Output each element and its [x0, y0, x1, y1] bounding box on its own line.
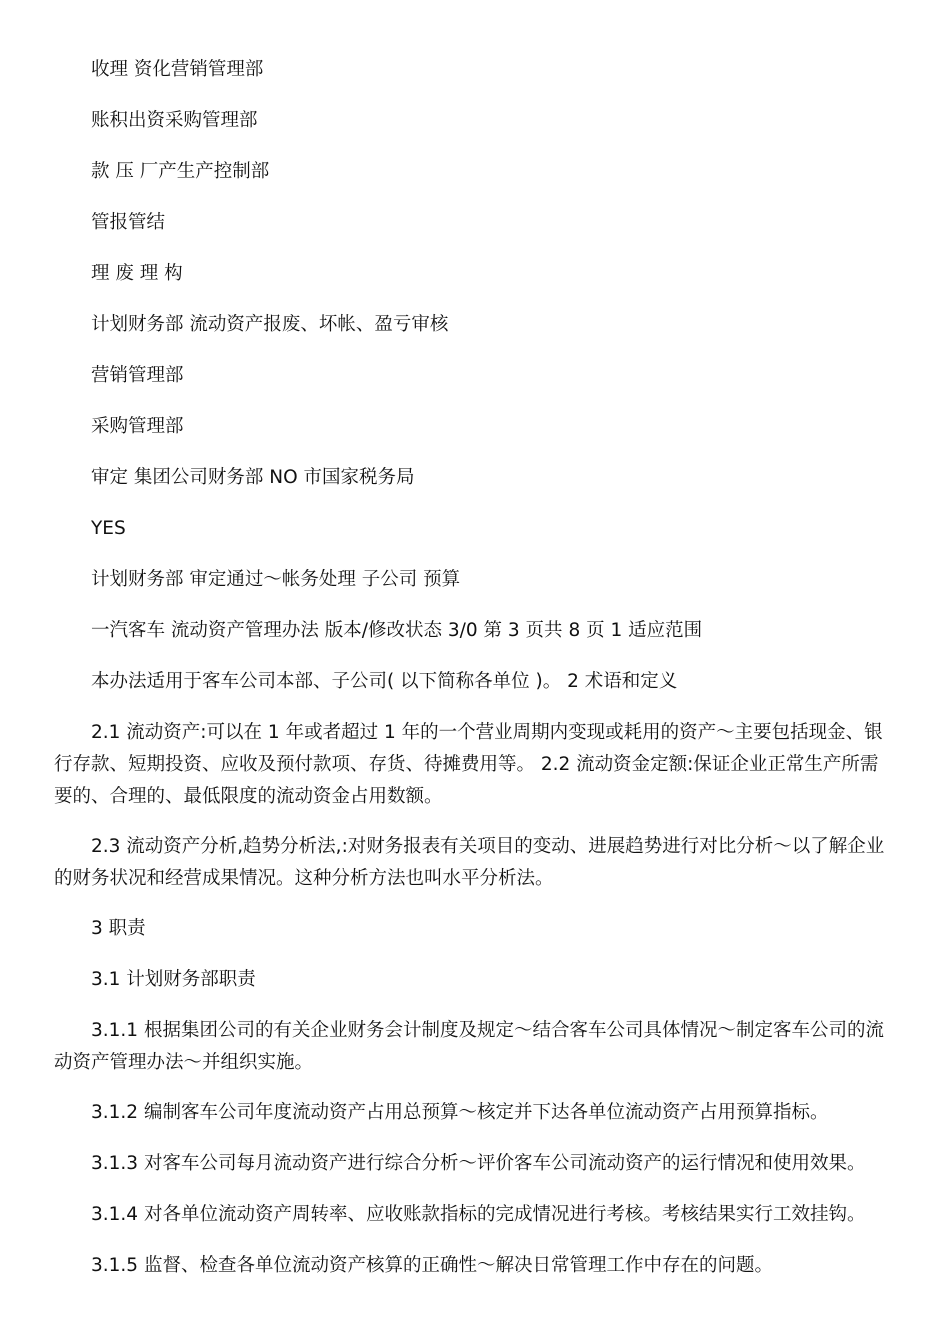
- flowchart-text-line: 审定 集团公司财务部 NO 市国家税务局: [91, 467, 415, 488]
- flowchart-text-line: 理 废 理 构: [91, 263, 183, 284]
- subsection-heading: 3.1 计划财务部职责: [91, 969, 256, 990]
- duty-paragraph: 3.1.5 监督、检查各单位流动资产核算的正确性～解决日常管理工作中存在的问题。: [91, 1255, 773, 1276]
- duty-paragraph: 3.1.4 对各单位流动资产周转率、应收账款指标的完成情况进行考核。考核结果实行工效挂钩。: [91, 1204, 866, 1225]
- flowchart-text-line: 营销管理部: [91, 365, 184, 386]
- definition-paragraph: 2.3 流动资产分析,趋势分析法,:对财务报表有关项目的变动、进展趋势进行对比分析～以了解企业的财务状况和经营成果情况。这种分析方法也叫水平分析法。: [54, 836, 885, 889]
- flowchart-text-line: YES: [91, 518, 126, 539]
- flowchart-text-line: 采购管理部: [91, 416, 184, 437]
- duty-paragraph: 3.1.2 编制客车公司年度流动资产占用总预算～核定并下达各单位流动资产占用预算指标。: [91, 1102, 829, 1123]
- flowchart-text-line: 收理 资化营销管理部: [91, 59, 264, 80]
- document-header-line: 一汽客车 流动资产管理办法 版本/修改状态 3/0 第 3 页共 8 页 1 适应范围: [91, 620, 703, 641]
- section-heading: 3 职责: [91, 918, 146, 939]
- definition-paragraph: 2.1 流动资产:可以在 1 年或者超过 1 年的一个营业周期内变现或耗用的资产～主要包括现金、银行存款、短期投资、应收及预付款项、存货、待摊费用等。 2.2 流动资金定额:保证企业正常生产所需要的、合理的、最低限度的流动资金占用数额。: [54, 722, 883, 807]
- duty-paragraph: 3.1.3 对客车公司每月流动资产进行综合分析～评价客车公司流动资产的运行情况和使用效果。: [91, 1153, 866, 1174]
- flowchart-text-line: 计划财务部 流动资产报废、坏帐、盈亏审核: [91, 314, 449, 335]
- flowchart-text-line: 管报管结: [91, 212, 166, 233]
- flowchart-text-line: 账积出资采购管理部: [91, 110, 258, 131]
- duty-paragraph: 3.1.1 根据集团公司的有关企业财务会计制度及规定～结合客车公司具体情况～制定客车公司的流动资产管理办法～并组织实施。: [54, 1020, 884, 1073]
- flowchart-text-line: 计划财务部 审定通过～帐务处理 子公司 预算: [91, 569, 461, 590]
- flowchart-text-line: 款 压 厂产生产控制部: [91, 161, 270, 182]
- scope-paragraph: 本办法适用于客车公司本部、子公司( 以下简称各单位 )。 2 术语和定义: [91, 671, 678, 692]
